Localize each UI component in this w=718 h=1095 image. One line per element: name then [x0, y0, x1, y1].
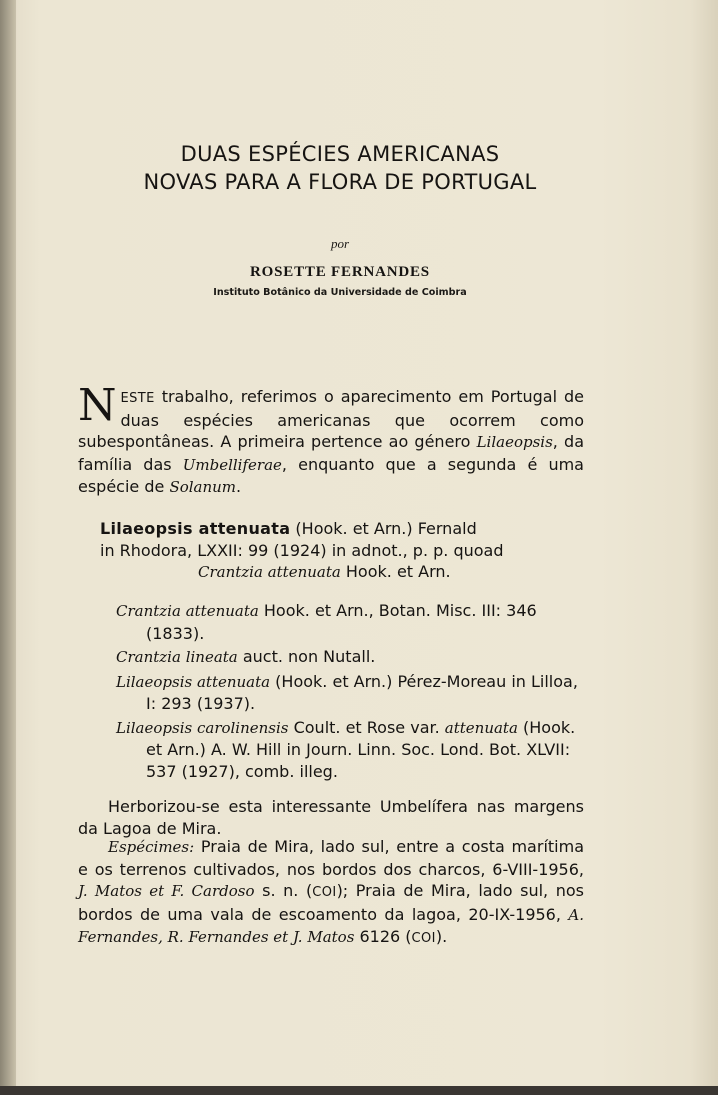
synonym-variety: attenuata [444, 718, 518, 737]
author-name: ROSETTE FERNANDES [250, 264, 430, 280]
synonym-item [116, 600, 586, 644]
synonym-item [116, 671, 586, 715]
page-spine-shadow [0, 0, 16, 1095]
species-heading-line-1 [100, 518, 620, 540]
herbarium-code-2: COI [411, 931, 436, 946]
species-heading-line-3 [100, 561, 620, 584]
synonym-name: Crantzia lineata [116, 648, 238, 666]
synonym-item [116, 717, 586, 783]
synonym-citation: Coult. et Rose var. [288, 717, 445, 737]
species-basionym: Crantzia attenuata [198, 563, 341, 581]
herborizou-paragraph: Herborizou-se esta interessante Umbelífera nas margens da Lagoa de Mira. [78, 797, 584, 838]
synonym-item [116, 646, 586, 669]
species-heading [100, 518, 620, 584]
synonym-name: Lilaeopsis attenuata [116, 672, 271, 691]
intro-text-2: , da família das [78, 432, 585, 474]
article-title [80, 140, 600, 196]
intro-text-1: trabalho, referimos o aparecimento em Portugal de duas espécies americanas que ocorrem como subespontâneas. A primeira pertence ao género [78, 387, 584, 451]
intro-genus: Lilaeopsis [476, 433, 553, 451]
specimens-text-1: Praia de Mira, lado sul, entre a costa marítima e os terrenos cultivados, nos bordos dos charcos, 6-VIII-1956, [78, 837, 584, 879]
specimens-text-5: ). [435, 927, 448, 946]
synonym-name: Lilaeopsis carolinensis [116, 718, 289, 737]
synonym-citation: Hook. et Arn., Botan. Misc. III: 346 (1833). [146, 601, 537, 643]
intro-first-word: ESTE [120, 391, 155, 406]
intro-family: Umbelliferae [182, 455, 282, 474]
intro-text-4: . [236, 477, 242, 496]
species-authors: (Hook. et Arn.) Fernald [290, 519, 477, 538]
intro-text-3: , enquanto que a segunda é uma espécie de [78, 454, 584, 496]
intro-paragraph [78, 380, 585, 499]
collectors-1: J. Matos et F. Cardoso [78, 882, 255, 900]
page-bottom-edge [0, 1086, 718, 1095]
synonym-citation: (Hook. et Arn.) Pérez-Moreau in Lilloa, I: 293 (1937). [146, 671, 578, 713]
specimens-text-4: 6126 ( [354, 927, 412, 946]
species-heading-line-2: in Rhodora, LXXII: 99 (1924) in adnot., p. p. quoad [100, 540, 504, 560]
title-line-2: NOVAS PARA A FLORA DE PORTUGAL [143, 170, 537, 194]
specimens-text-2: s. n. ( [254, 881, 313, 900]
synonym-citation: auct. non Nutall. [237, 647, 376, 666]
specimens-label: Espécimes: [108, 838, 195, 856]
synonym-list [116, 600, 586, 784]
synonym-name: Crantzia attenuata [116, 602, 259, 620]
synonym-citation-2: (Hook. et Arn.) A. W. Hill in Journ. Linn. Soc. Lond. Bot. XLVII: 537 (1927), comb. illeg. [146, 717, 576, 781]
byline-por: por [330, 236, 350, 251]
herbarium-code-1: COI [312, 885, 337, 900]
species-name: Lilaeopsis attenuata [100, 519, 291, 538]
title-line-1: DUAS ESPÉCIES AMERICANAS [180, 142, 500, 166]
species-basionym-author: Hook. et Arn. [340, 562, 451, 581]
specimens-text-3: ); Praia de Mira, lado sul, nos bordos de uma vala de escoamento da lagoa, 20-IX-1956, [78, 881, 584, 924]
specimens-paragraph [78, 836, 584, 950]
author-affiliation: Instituto Botânico da Universidade de Coimbra [213, 287, 467, 298]
drop-cap: N [78, 380, 117, 431]
intro-genus-2: Solanum [169, 478, 237, 496]
collectors-2: A. Fernandes, R. Fernandes et J. Matos [78, 905, 584, 946]
